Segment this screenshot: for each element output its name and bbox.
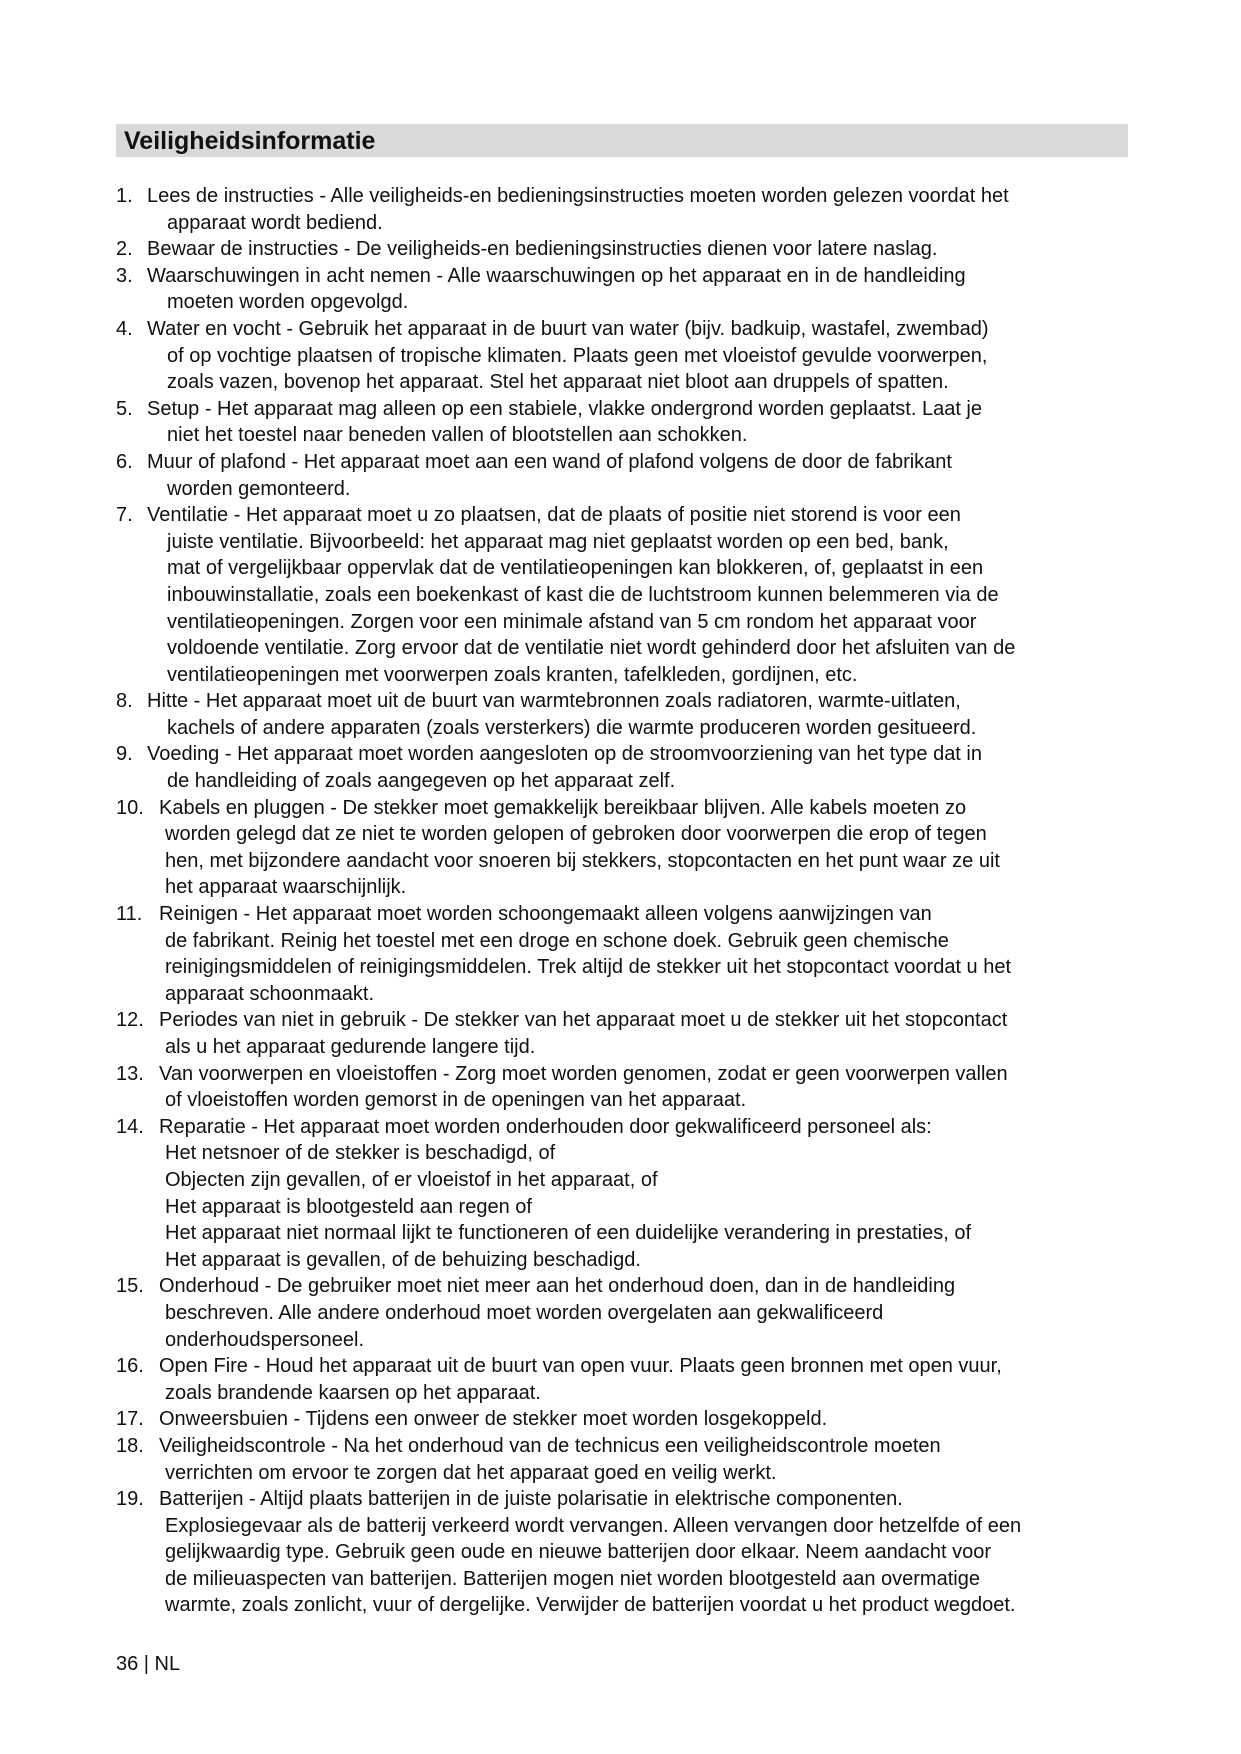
- text-line: Water en vocht - Gebruik het apparaat in de buurt van water (bijv. badkuip, wastafel, zwembad): [147, 317, 989, 340]
- text-line: onderhoudspersoneel.: [165, 1328, 365, 1351]
- text-line: zoals vazen, bovenop het apparaat. Stel het apparaat niet bloot aan druppels of spatten.: [167, 371, 949, 394]
- list-item-text: [159, 1007, 1136, 1060]
- list-item: [116, 1486, 1136, 1619]
- list-item: [116, 396, 1136, 449]
- text-line: Batterijen - Altijd plaats batterijen in de juiste polarisatie in elektrische componenten.: [159, 1488, 903, 1511]
- text-line: inbouwinstallatie, zoals een boekenkast of kast die de luchtstroom kunnen belemmeren via de: [167, 583, 999, 606]
- text-line: reinigingsmiddelen of reinigingsmiddelen. Trek altijd de stekker uit het stopcontact voordat u het: [165, 956, 1012, 979]
- text-line: ventilatieopeningen met voorwerpen zoals kranten, tafelkleden, gordijnen, etc.: [167, 663, 858, 686]
- list-item-number: 7.: [116, 504, 133, 527]
- text-line: beschreven. Alle andere onderhoud moet worden overgelaten aan gekwalificeerd: [165, 1301, 884, 1324]
- list-item-number: 6.: [116, 450, 133, 473]
- text-line: Het apparaat niet normaal lijkt te functioneren of een duidelijke verandering in prestaties, of: [165, 1222, 972, 1245]
- list-item-number: 10.: [116, 796, 144, 819]
- list-item-text: [159, 1353, 1136, 1406]
- list-item-number: 3.: [116, 264, 133, 287]
- list-item-text: [159, 795, 1136, 901]
- text-line: Het apparaat is gevallen, of de behuizing beschadigd.: [165, 1248, 641, 1271]
- list-item-number: 15.: [116, 1275, 144, 1298]
- list-item: [116, 316, 1136, 396]
- text-line: Voeding - Het apparaat moet worden aangesloten op de stroomvoorziening van het type dat in: [147, 743, 982, 766]
- text-line: Onweersbuien - Tijdens een onweer de stekker moet worden losgekoppeld.: [159, 1408, 828, 1431]
- text-line: hen, met bijzondere aandacht voor snoeren bij stekkers, stopcontacten en het punt waar ze uit: [165, 849, 1000, 872]
- text-line: Setup - Het apparaat mag alleen op een stabiele, vlakke ondergrond worden geplaatst. Laat je: [147, 397, 982, 420]
- list-item: [116, 236, 1136, 263]
- text-line: Onderhoud - De gebruiker moet niet meer aan het onderhoud doen, dan in de handleiding: [159, 1275, 956, 1298]
- list-item-text: [147, 741, 1136, 794]
- text-line: verrichten om ervoor te zorgen dat het apparaat goed en veilig werkt.: [165, 1461, 777, 1484]
- list-item-text: [159, 1486, 1136, 1619]
- list-item: [116, 263, 1136, 316]
- list-item-number: 1.: [116, 185, 133, 207]
- section-title-bar: [116, 124, 1128, 157]
- text-line: Waarschuwingen in acht nemen - Alle waarschuwingen op het apparaat en in de handleiding: [147, 264, 966, 287]
- list-item: [116, 1273, 1136, 1353]
- text-line: Reinigen - Het apparaat moet worden schoongemaakt alleen volgens aanwijzingen van: [159, 903, 932, 926]
- list-item-text: [147, 396, 1136, 449]
- text-line: Veiligheidscontrole - Na het onderhoud van de technicus een veiligheidscontrole moeten: [159, 1434, 941, 1457]
- list-item-number: 18.: [116, 1434, 144, 1457]
- text-line: Explosiegevaar als de batterij verkeerd wordt vervangen. Alleen vervangen door hetzelfde of een: [165, 1514, 1022, 1537]
- list-item: [116, 1406, 1136, 1433]
- text-line: Periodes van niet in gebruik - De stekker van het apparaat moet u de stekker uit het stopcontact: [159, 1009, 1008, 1032]
- list-item-number: 16.: [116, 1355, 144, 1378]
- page-number: 36 | NL: [116, 1653, 181, 1675]
- text-line: juiste ventilatie. Bijvoorbeeld: het apparaat mag niet geplaatst worden op een bed, bank,: [167, 530, 949, 553]
- text-line: voldoende ventilatie. Zorg ervoor dat de ventilatie niet wordt gehinderd door het afsluiten van de: [167, 637, 1016, 660]
- text-line: Ventilatie - Het apparaat moet u zo plaatsen, dat de plaats of positie niet storend is voor een: [147, 504, 961, 527]
- text-line: de handleiding of zoals aangegeven op het apparaat zelf.: [167, 770, 676, 793]
- list-item-number: 17.: [116, 1408, 144, 1431]
- text-line: als u het apparaat gedurende langere tijd.: [165, 1036, 536, 1058]
- list-item: [116, 1061, 1136, 1114]
- text-line: worden gelegd dat ze niet te worden gelopen of gebroken door voorwerpen die erop of tegen: [165, 823, 987, 846]
- text-line: moeten worden opgevolgd.: [167, 291, 409, 314]
- text-line: Reparatie - Het apparaat moet worden onderhouden door gekwalificeerd personeel als:: [159, 1115, 932, 1138]
- list-item-number: 13.: [116, 1062, 144, 1085]
- text-line: ventilatieopeningen. Zorgen voor een minimale afstand van 5 cm rondom het apparaat voor: [167, 610, 977, 633]
- list-item-text: [147, 688, 1136, 741]
- text-line: Muur of plafond - Het apparaat moet aan een wand of plafond volgens de door de fabrikant: [147, 450, 952, 473]
- list-item-number: 4.: [116, 317, 133, 340]
- text-line: het apparaat waarschijnlijk.: [165, 876, 407, 899]
- text-line: apparaat wordt bediend.: [167, 211, 383, 234]
- list-item-text: [159, 1273, 1136, 1353]
- list-item-text: [147, 263, 1136, 316]
- text-line: Hitte - Het apparaat moet uit de buurt van warmtebronnen zoals radiatoren, warmte-uitlaten,: [147, 690, 961, 713]
- text-line: Lees de instructies - Alle veiligheids-en bedieningsinstructies moeten worden gelezen voordat het: [147, 185, 1009, 207]
- text-line: Bewaar de instructies - De veiligheids-en bedieningsinstructies dienen voor latere naslag.: [147, 238, 938, 261]
- list-item-text: [159, 1406, 1136, 1433]
- list-item-number: 14.: [116, 1115, 144, 1138]
- text-line: de milieuaspecten van batterijen. Batterijen mogen niet worden blootgesteld aan overmatige: [165, 1567, 980, 1590]
- list-item-number: 9.: [116, 743, 133, 766]
- list-item: [116, 1007, 1136, 1060]
- text-line: mat of vergelijkbaar oppervlak dat de ventilatieopeningen kan blokkeren, of, geplaatst in een: [167, 557, 984, 580]
- text-line: gelijkwaardig type. Gebruik geen oude en nieuwe batterijen door elkaar. Neem aandacht voor: [165, 1541, 992, 1564]
- text-line: de fabrikant. Reinig het toestel met een droge en schone doek. Gebruik geen chemische: [165, 929, 949, 952]
- list-item: [116, 1114, 1136, 1274]
- page-title: Veiligheidsinformatie: [124, 127, 376, 155]
- list-item-number: 12.: [116, 1009, 144, 1032]
- list-item-number: 8.: [116, 690, 133, 713]
- list-item: [116, 741, 1136, 794]
- list-item-text: [147, 236, 1136, 263]
- text-line: Objecten zijn gevallen, of er vloeistof in het apparaat, of: [165, 1168, 658, 1191]
- list-item-text: [159, 901, 1136, 1007]
- text-line: of op vochtige plaatsen of tropische klimaten. Plaats geen met vloeistof gevulde voorwerpen,: [167, 344, 988, 367]
- text-line: of vloeistoffen worden gemorst in de openingen van het apparaat.: [165, 1089, 747, 1112]
- list-item: [116, 1433, 1136, 1486]
- list-item-number: 19.: [116, 1488, 144, 1511]
- list-item: [116, 901, 1136, 1007]
- safety-instructions-list: [116, 183, 1136, 1619]
- list-item: [116, 183, 1136, 236]
- list-item-number: 5.: [116, 397, 133, 420]
- list-item-text: [159, 1114, 1136, 1274]
- text-line: warmte, zoals zonlicht, vuur of dergelijke. Verwijder de batterijen voordat u het product wegdoet.: [165, 1594, 1016, 1617]
- list-item-text: [159, 1433, 1136, 1486]
- list-item-text: [147, 183, 1136, 236]
- list-item-number: 11.: [116, 903, 143, 926]
- text-line: Kabels en pluggen - De stekker moet gemakkelijk bereikbaar blijven. Alle kabels moeten zo: [159, 796, 967, 819]
- text-line: Het netsnoer of de stekker is beschadigd, of: [165, 1142, 556, 1165]
- list-item: [116, 502, 1136, 688]
- list-item-number: 2.: [116, 238, 133, 261]
- text-line: zoals brandende kaarsen op het apparaat.: [165, 1381, 541, 1404]
- list-item: [116, 795, 1136, 901]
- text-line: Van voorwerpen en vloeistoffen - Zorg moet worden genomen, zodat er geen voorwerpen vallen: [159, 1062, 1008, 1085]
- text-line: kachels of andere apparaten (zoals versterkers) die warmte produceren worden gesitueerd.: [167, 716, 977, 739]
- text-line: Het apparaat is blootgesteld aan regen of: [165, 1195, 532, 1218]
- text-line: Open Fire - Houd het apparaat uit de buurt van open vuur. Plaats geen bronnen met open vuur,: [159, 1355, 1002, 1378]
- text-line: niet het toestel naar beneden vallen of blootstellen aan schokken.: [167, 424, 748, 447]
- list-item-text: [147, 449, 1136, 502]
- text-line: apparaat schoonmaakt.: [165, 982, 375, 1005]
- list-item-text: [147, 502, 1136, 688]
- list-item-text: [159, 1061, 1136, 1114]
- list-item-text: [147, 316, 1136, 396]
- list-item: [116, 1353, 1136, 1406]
- text-line: worden gemonteerd.: [167, 477, 351, 500]
- list-item: [116, 688, 1136, 741]
- list-item: [116, 449, 1136, 502]
